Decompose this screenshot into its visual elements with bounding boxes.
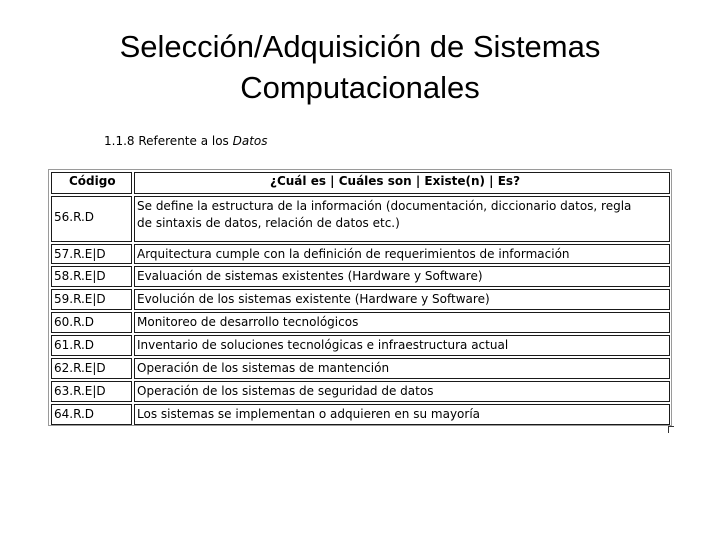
description-line: Se define la estructura de la información (documentación, diccionario datos, regla xyxy=(137,199,632,213)
table-cell-code: 57.R.E|D xyxy=(51,244,132,264)
description-line: Evolución de los sistemas existente (Hardware y Software) xyxy=(137,292,490,306)
description-line: Monitoreo de desarrollo tecnológicos xyxy=(137,315,359,329)
table-cell-code: 58.R.E|D xyxy=(51,266,132,287)
description-line: Operación de los sistemas de mantención xyxy=(137,361,390,375)
description-line: de sintaxis de datos, relación de datos etc.) xyxy=(137,216,400,230)
table-cell-code: 59.R.E|D xyxy=(51,289,132,310)
description-line: Arquitectura cumple con la definición de requerimientos de información xyxy=(137,247,570,261)
section-subtitle-prefix: 1.1.8 Referente a los xyxy=(104,134,233,148)
table-cell-description xyxy=(134,404,670,425)
table-cell-description xyxy=(134,335,670,356)
table-cell-code: 63.R.E|D xyxy=(51,381,132,402)
table-cell-description xyxy=(134,196,670,242)
column-header-description: ¿Cuál es | Cuáles son | Existe(n) | Es? xyxy=(270,174,521,188)
header-cell-description xyxy=(134,172,670,194)
resize-corner-mark xyxy=(668,426,674,433)
table-cell-description xyxy=(134,244,670,264)
table-cell-description xyxy=(134,381,670,402)
slide-title-line-1: Selección/Adquisición de Sistemas xyxy=(119,29,601,64)
table-cell-code: 64.R.D xyxy=(51,404,132,425)
table-cell-description xyxy=(134,289,670,310)
column-header-code: Código xyxy=(69,174,116,188)
section-subtitle xyxy=(104,134,268,148)
section-subtitle-italic: Datos xyxy=(232,134,268,148)
description-line: Evaluación de sistemas existentes (Hardware y Software) xyxy=(137,269,483,283)
table-cell-code: 62.R.E|D xyxy=(51,358,132,379)
slide-title-line-2: Computacionales xyxy=(240,70,480,105)
table-cell-code: 61.R.D xyxy=(51,335,132,356)
description-line: Inventario de soluciones tecnológicas e infraestructura actual xyxy=(137,338,509,352)
description-line: Operación de los sistemas de seguridad de datos xyxy=(137,384,434,398)
slide-title xyxy=(0,26,720,108)
description-line: Los sistemas se implementan o adquieren en su mayoría xyxy=(137,407,481,421)
table-cell-code: 56.R.D xyxy=(51,196,132,242)
header-cell-code xyxy=(51,172,132,194)
table-cell-description xyxy=(134,266,670,287)
table-cell-description xyxy=(134,312,670,333)
table-cell-code: 60.R.D xyxy=(51,312,132,333)
table-cell-description xyxy=(134,358,670,379)
criteria-table xyxy=(48,169,672,426)
